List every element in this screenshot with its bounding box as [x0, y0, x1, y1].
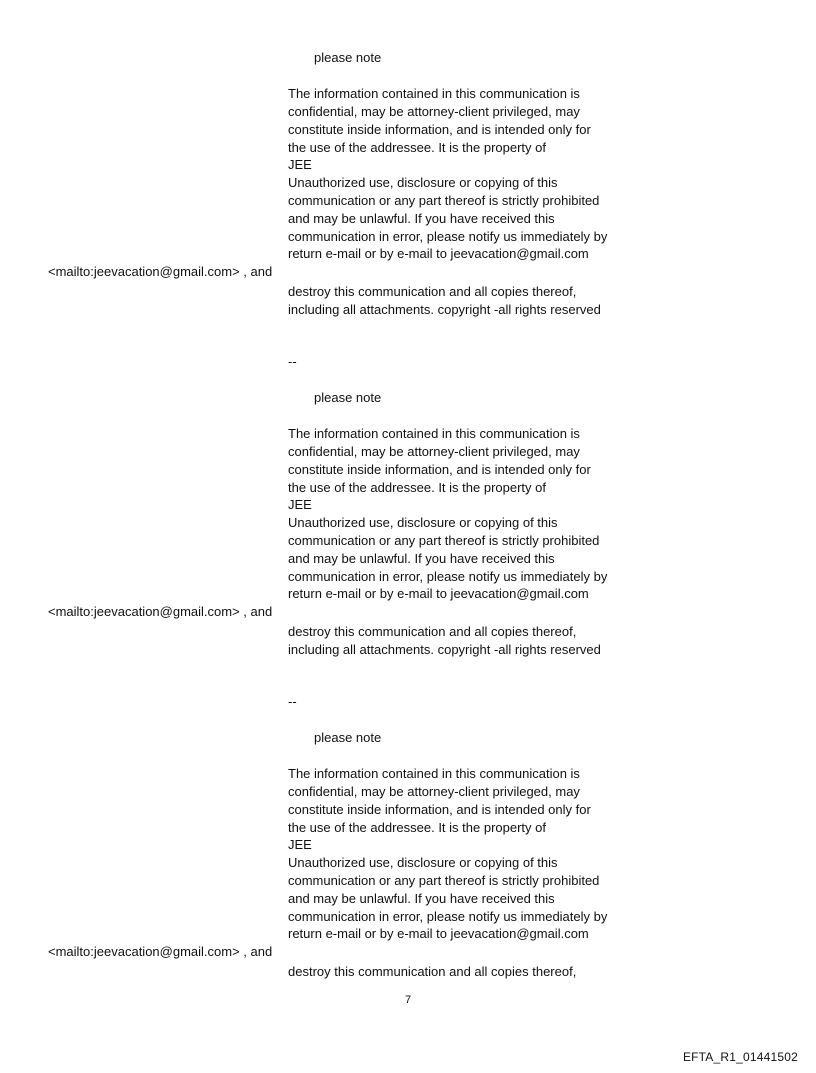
page-number: 7 [404, 994, 412, 1006]
notice-heading: please note [314, 730, 382, 745]
notice-line: and may be unlawful. If you have received this [288, 891, 555, 906]
notice-closing-line: destroy this communication and all copies thereof, [288, 284, 577, 299]
notice-heading: please note [314, 390, 382, 405]
notice-closing-line: including all attachments. copyright -all rights reserved [288, 642, 601, 657]
notice-line: return e-mail or by e-mail to jeevacation@gmail.com [288, 586, 589, 601]
notice-line: the use of the addressee. It is the property of [288, 480, 546, 495]
notice-closing-line: destroy this communication and all copies thereof, [288, 964, 577, 979]
notice-line: communication in error, please notify us immediately by [288, 569, 608, 584]
notice-line: return e-mail or by e-mail to jeevacation@gmail.com [288, 246, 589, 261]
notice-heading: please note [314, 50, 382, 65]
notice-line: communication or any part thereof is strictly prohibited [288, 193, 600, 208]
notice-line: communication in error, please notify us immediately by [288, 229, 608, 244]
notice-line: JEE [288, 157, 312, 172]
notice-line: constitute inside information, and is intended only for [288, 122, 591, 137]
notice-line: return e-mail or by e-mail to jeevacation@gmail.com [288, 926, 589, 941]
notice-line: JEE [288, 497, 312, 512]
notice-line: The information contained in this communication is [288, 86, 580, 101]
notice-line: and may be unlawful. If you have received this [288, 551, 555, 566]
notice-line: the use of the addressee. It is the property of [288, 140, 546, 155]
notice-closing-line: including all attachments. copyright -all rights reserved [288, 302, 601, 317]
notice-line: confidential, may be attorney-client privileged, may [288, 784, 580, 799]
notice-line: communication or any part thereof is strictly prohibited [288, 873, 600, 888]
signature-separator: -- [288, 354, 297, 369]
mailto-link[interactable]: <mailto:jeevacation@gmail.com> , and [48, 604, 273, 619]
notice-line: The information contained in this communication is [288, 426, 580, 441]
notice-line: Unauthorized use, disclosure or copying of this [288, 515, 558, 530]
notice-line: confidential, may be attorney-client privileged, may [288, 444, 580, 459]
notice-line: confidential, may be attorney-client privileged, may [288, 104, 580, 119]
notice-closing-line: destroy this communication and all copies thereof, [288, 624, 577, 639]
notice-line: communication or any part thereof is strictly prohibited [288, 533, 600, 548]
notice-line: JEE [288, 837, 312, 852]
mailto-link[interactable]: <mailto:jeevacation@gmail.com> , and [48, 944, 273, 959]
notice-line: Unauthorized use, disclosure or copying of this [288, 175, 558, 190]
document-id: EFTA_R1_01441502 [682, 1050, 798, 1064]
notice-line: The information contained in this communication is [288, 766, 580, 781]
notice-line: the use of the addressee. It is the property of [288, 820, 546, 835]
signature-separator: -- [288, 694, 297, 709]
notice-line: communication in error, please notify us immediately by [288, 909, 608, 924]
notice-line: constitute inside information, and is intended only for [288, 802, 591, 817]
notice-line: constitute inside information, and is intended only for [288, 462, 591, 477]
notice-line: Unauthorized use, disclosure or copying of this [288, 855, 558, 870]
mailto-link[interactable]: <mailto:jeevacation@gmail.com> , and [48, 264, 273, 279]
notice-line: and may be unlawful. If you have received this [288, 211, 555, 226]
